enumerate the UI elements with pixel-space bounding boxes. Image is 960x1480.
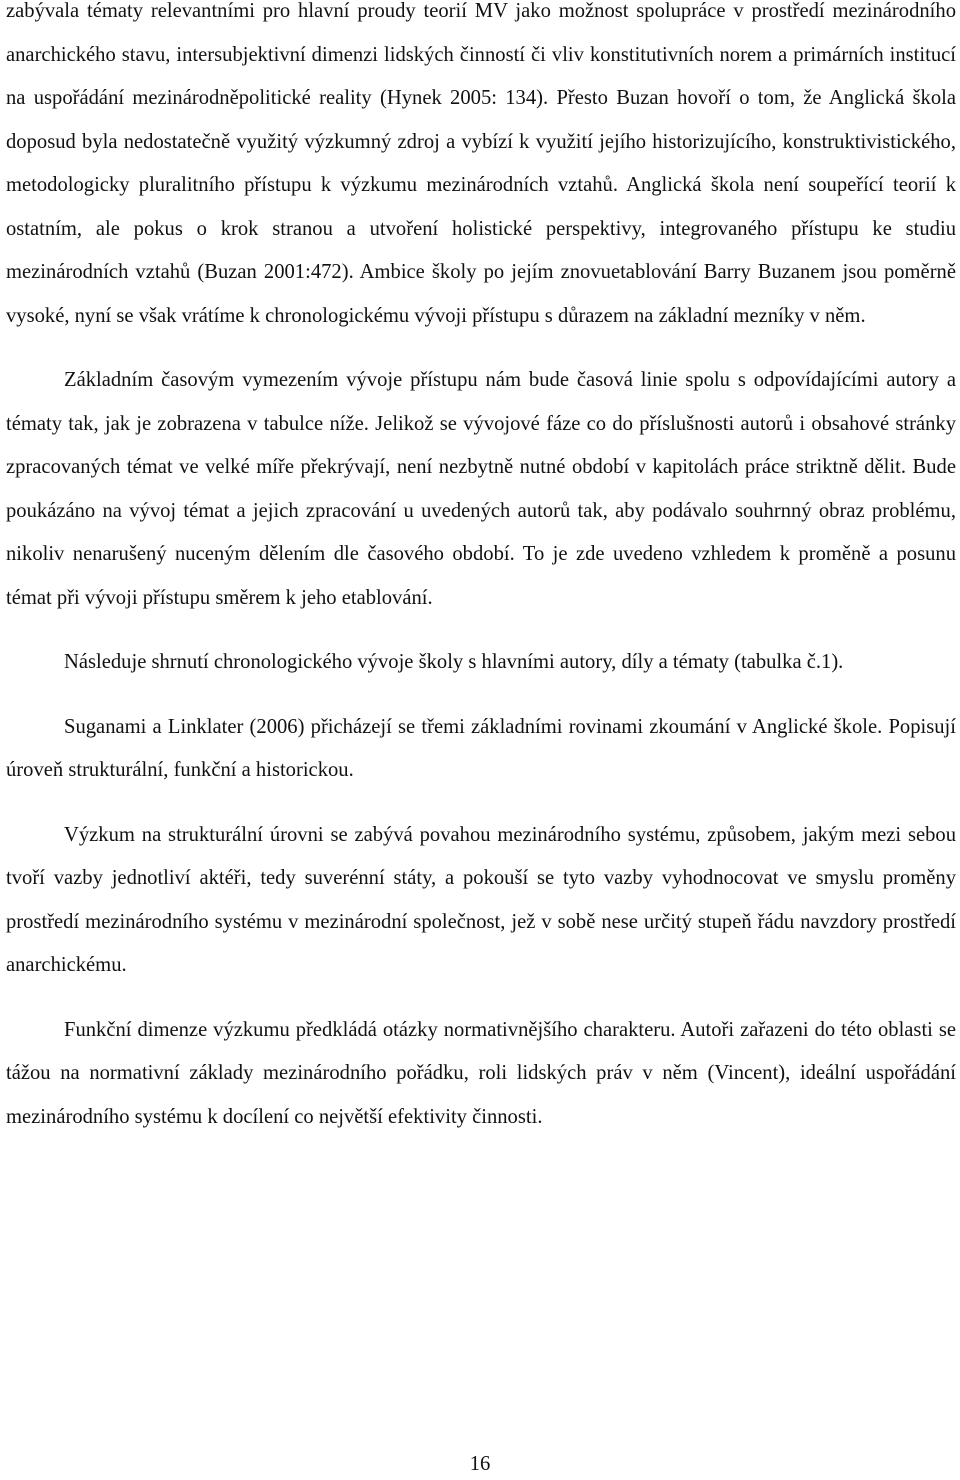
page-number: 16 xyxy=(469,1453,491,1475)
paragraph-structural-level: Výzkum na strukturální úrovni se zabývá povahou mezinárodního systému, způsobem, jakým mezi sebou tvoří vazby jednotliví aktéři, tedy suverénní státy, a pokouší se tyto vazby vyhodnocovat ve smyslu proměny prostředí mezinárodního systému v mezinárodní společnost, jež v sobě nese určitý stupeň řádu navzdory prostředí anarchickému. xyxy=(6,823,956,976)
paragraph-table-reference: Následuje shrnutí chronologického vývoje školy s hlavními autory, díly a tématy (tabulka č.1). xyxy=(64,651,844,673)
paragraph-continuation: zabývala tématy relevantními pro hlavní proudy teorií MV jako možnost spolupráce v prostředí mezinárodního anarchického stavu, intersubjektivní dimenzi lidských činností či vliv konstitutivních norem a primárních institucí na uspořádání mezinárodněpolitické reality (Hynek 2005: 134). Přesto Buzan hovoří o tom, že Anglická škola doposud byla nedostatečně využitý výzkumný zdroj a vybízí k využití jejího historizujícího, konstruktivistického, metodologicky pluralitního přístupu k výzkumu mezinárodních vztahů. Anglická škola není soupeřící teorií k ostatním, ale pokus o krok stranou a utvoření holistické perspektivy, integrovaného přístupu ke studiu mezinárodních vztahů (Buzan 2001:472). Ambice školy po jejím znovuetablování Barry Buzanem jsou poměrně vysoké, nyní se však vrátíme k chronologickému vývoji přístupu s důrazem na základní mezníky v něm. xyxy=(6,0,956,327)
paragraph-timeline: Základním časovým vymezením vývoje přístupu nám bude časová linie spolu s odpovídajícími autory a tématy tak, jak je zobrazena v tabulce níže. Jelikož se vývojové fáze co do příslušnosti autorů i obsahové stránky zpracovaných témat ve velké míře překrývají, není nezbytně nutné období v kapitolách práce striktně dělit. Bude poukázáno na vývoj témat a jejich zpracování u uvedených autorů tak, aby podávalo souhrnný obraz problému, nikoliv nenarušený nuceným dělením dle časového období. To je zde uvedeno vzhledem k proměně a posunu témat při vývoji přístupu směrem k jeho etablování. xyxy=(6,369,956,609)
document-page xyxy=(6,0,956,1139)
paragraph-functional-dimension: Funkční dimenze výzkumu předkládá otázky normativnějšího charakteru. Autoři zařazeni do této oblasti se tážou na normativní základy mezinárodního pořádku, roli lidských práv v něm (Vincent), ideální uspořádání mezinárodního systému k docílení co největší efektivity činnosti. xyxy=(6,1018,956,1128)
paragraph-three-levels: Suganami a Linklater (2006) přicházejí se třemi základními rovinami zkoumání v Anglické škole. Popisují úroveň strukturální, funkční a historickou. xyxy=(6,715,956,781)
